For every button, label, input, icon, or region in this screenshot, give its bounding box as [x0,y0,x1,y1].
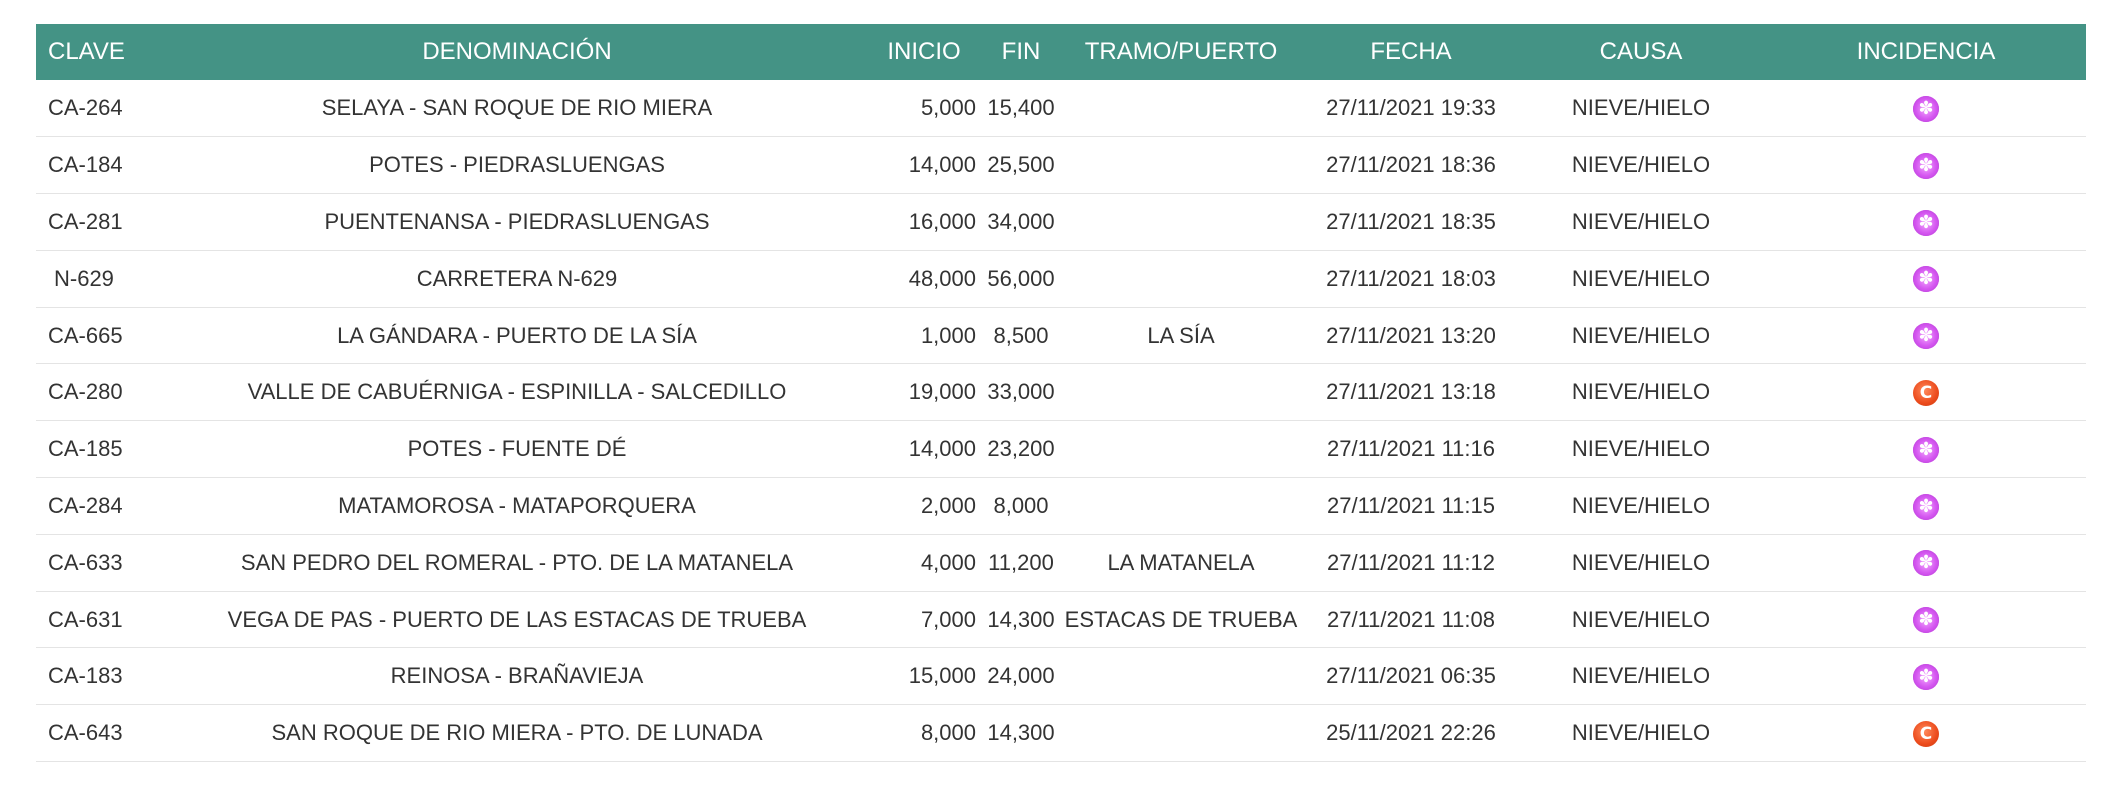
cell-incidencia [1766,137,2086,194]
cell-fin: 14,300 [987,606,1055,632]
cell-clave: CA-643 [48,720,123,746]
cell-clave: CA-631 [48,606,123,632]
cell-denominacion: POTES - FUENTE DÉ [407,436,627,462]
cell-denominacion: PUENTENANSA - PIEDRASLUENGAS [324,208,710,234]
cell-denominacion: REINOSA - BRAÑAVIEJA [390,663,644,689]
cell-causa: NIEVE/HIELO [1571,436,1711,462]
column-header-inicio[interactable]: INICIO [887,38,961,65]
cell-causa: NIEVE/HIELO [1571,265,1711,291]
cell-fin: 34,000 [987,208,1055,234]
cell-fin: 23,200 [987,436,1055,462]
cell-fin: 15,400 [987,95,1055,121]
cell-fecha: 27/11/2021 18:03 [1326,265,1496,291]
cell-tramo: LA MATANELA [1107,549,1255,575]
cell-denominacion: SAN ROQUE DE RIO MIERA - PTO. DE LUNADA [271,720,763,746]
cell-denominacion: SAN PEDRO DEL ROMERAL - PTO. DE LA MATANELA [240,549,794,575]
cell-incidencia [1766,648,2086,705]
snowflake-icon[interactable] [1913,607,1939,633]
cell-causa: NIEVE/HIELO [1571,152,1711,178]
cell-clave: CA-280 [48,379,123,405]
cell-denominacion: CARRETERA N-629 [416,265,618,291]
cell-fecha: 25/11/2021 22:26 [1326,720,1496,746]
cell-fecha: 27/11/2021 11:08 [1326,606,1495,632]
column-header-denominacion[interactable]: DENOMINACIÓN [422,38,612,65]
snowflake-icon[interactable] [1913,664,1939,690]
table-body [36,80,2086,762]
snowflake-icon[interactable] [1913,550,1939,576]
cell-causa: NIEVE/HIELO [1571,606,1711,632]
cell-incidencia [1766,591,2086,648]
cell-causa: NIEVE/HIELO [1571,549,1711,575]
cell-causa: NIEVE/HIELO [1571,663,1711,689]
cell-causa: NIEVE/HIELO [1571,492,1711,518]
column-header-fecha[interactable]: FECHA [1370,38,1452,65]
snowflake-icon[interactable] [1913,153,1939,179]
cell-clave: CA-633 [48,549,123,575]
cell-inicio: 1,000 [920,322,976,348]
cell-fecha: 27/11/2021 13:20 [1326,322,1496,348]
table-row[interactable] [36,364,2086,421]
cell-fecha: 27/11/2021 18:36 [1326,152,1496,178]
cell-causa: NIEVE/HIELO [1571,95,1711,121]
cell-fin: 11,200 [988,549,1054,575]
cell-fin: 8,000 [993,492,1049,518]
table-row[interactable] [36,250,2086,307]
cell-denominacion: POTES - PIEDRASLUENGAS [369,152,665,178]
cell-tramo [1056,137,1306,194]
cell-fin: 24,000 [987,663,1055,689]
cell-causa: NIEVE/HIELO [1571,322,1711,348]
table-row[interactable] [36,478,2086,535]
cell-inicio: 19,000 [908,379,976,405]
cell-clave: CA-184 [48,152,123,178]
cell-clave: CA-281 [48,208,123,234]
cell-fin: 25,500 [987,152,1055,178]
cell-incidencia [1766,705,2086,762]
snowflake-icon[interactable] [1913,266,1939,292]
cell-clave: CA-264 [48,95,123,121]
cell-incidencia [1766,421,2086,478]
table-row[interactable] [36,421,2086,478]
closed-road-icon[interactable] [1913,721,1939,747]
cell-incidencia [1766,534,2086,591]
cell-tramo [1056,478,1306,535]
cell-inicio: 48,000 [908,265,976,291]
cell-tramo [1056,250,1306,307]
cell-fin: 8,500 [993,322,1049,348]
table-row[interactable] [36,307,2086,364]
cell-incidencia [1766,364,2086,421]
cell-tramo [1056,421,1306,478]
cell-denominacion: VALLE DE CABUÉRNIGA - ESPINILLA - SALCEDILLO [247,379,787,405]
cell-causa: NIEVE/HIELO [1571,208,1711,234]
cell-clave: CA-665 [48,322,123,348]
cell-inicio: 16,000 [908,208,976,234]
snowflake-icon[interactable] [1913,323,1939,349]
table-row[interactable] [36,80,2086,137]
table-row[interactable] [36,534,2086,591]
snowflake-icon[interactable] [1913,210,1939,236]
cell-inicio: 5,000 [920,95,976,121]
incidents-table-container [36,24,2086,762]
table-row[interactable] [36,591,2086,648]
cell-incidencia [1766,307,2086,364]
snowflake-icon[interactable] [1913,437,1939,463]
column-header-tramo[interactable]: TRAMO/PUERTO [1084,38,1278,65]
cell-fin: 14,300 [987,720,1055,746]
cell-fin: 56,000 [987,265,1055,291]
cell-inicio: 8,000 [920,720,976,746]
table-row[interactable] [36,194,2086,251]
cell-inicio: 15,000 [908,663,976,689]
cell-clave: CA-284 [48,492,123,518]
cell-fecha: 27/11/2021 06:35 [1326,663,1496,689]
cell-incidencia [1766,478,2086,535]
cell-causa: NIEVE/HIELO [1571,720,1711,746]
column-header-causa[interactable]: CAUSA [1599,38,1683,65]
cell-fecha: 27/11/2021 18:35 [1326,208,1496,234]
closed-road-icon[interactable] [1913,380,1939,406]
cell-fecha: 27/11/2021 13:18 [1326,379,1496,405]
cell-inicio: 14,000 [908,436,976,462]
cell-denominacion: SELAYA - SAN ROQUE DE RIO MIERA [321,95,713,121]
cell-tramo: LA SÍA [1147,322,1215,348]
cell-clave: N-629 [54,265,114,291]
cell-denominacion: VEGA DE PAS - PUERTO DE LAS ESTACAS DE TRUEBA [227,606,807,632]
cell-clave: CA-185 [48,436,123,462]
column-header-clave[interactable]: CLAVE [48,38,125,65]
cell-incidencia [1766,250,2086,307]
snowflake-icon[interactable] [1913,494,1939,520]
snowflake-icon[interactable] [1913,96,1939,122]
cell-denominacion: LA GÁNDARA - PUERTO DE LA SÍA [337,322,697,348]
table-row[interactable] [36,705,2086,762]
cell-tramo [1056,364,1306,421]
cell-fecha: 27/11/2021 19:33 [1326,95,1496,121]
cell-causa: NIEVE/HIELO [1571,379,1711,405]
table-row[interactable] [36,137,2086,194]
cell-tramo [1056,648,1306,705]
cell-fecha: 27/11/2021 11:15 [1326,492,1495,518]
cell-incidencia [1766,80,2086,137]
cell-inicio: 4,000 [920,549,976,575]
table-header-row [36,24,2086,80]
cell-tramo [1056,194,1306,251]
cell-inicio: 7,000 [920,606,976,632]
cell-denominacion: MATAMOROSA - MATAPORQUERA [338,492,696,518]
road-incidents-table [36,24,2086,762]
cell-tramo: ESTACAS DE TRUEBA [1064,606,1298,632]
cell-inicio: 2,000 [920,492,976,518]
table-row[interactable] [36,648,2086,705]
cell-fecha: 27/11/2021 11:12 [1326,549,1495,575]
column-header-incidencia[interactable]: INCIDENCIA [1856,38,1996,65]
column-header-fin[interactable]: FIN [1001,38,1041,65]
cell-inicio: 14,000 [908,152,976,178]
cell-clave: CA-183 [48,663,123,689]
cell-incidencia [1766,194,2086,251]
cell-tramo [1056,705,1306,762]
cell-tramo [1056,80,1306,137]
cell-fecha: 27/11/2021 11:16 [1326,436,1495,462]
cell-fin: 33,000 [987,379,1055,405]
